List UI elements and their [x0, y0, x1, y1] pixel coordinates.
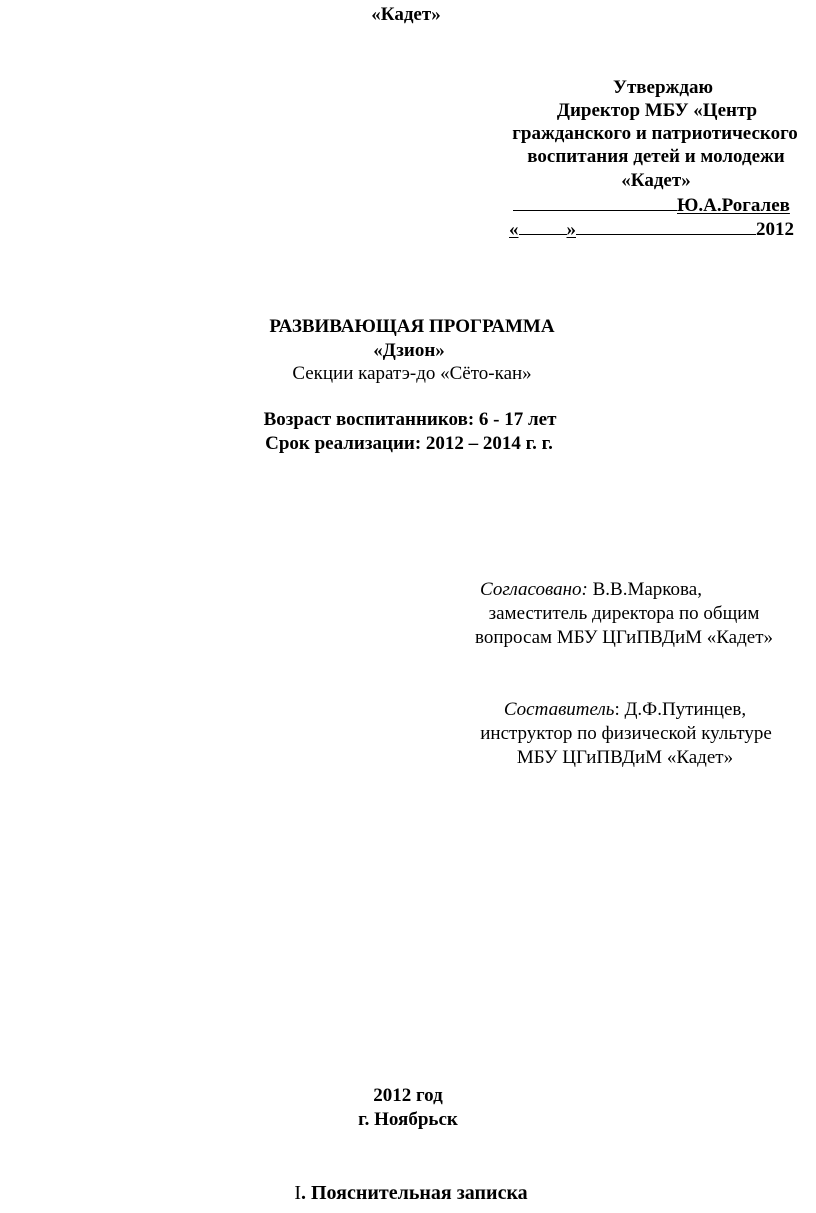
agreed-line-2: заместитель директора по общим — [488, 603, 760, 624]
program-term: Срок реализации: 2012 – 2014 г. г. — [265, 433, 553, 454]
author-line-3: МБУ ЦГиПВДиМ «Кадет» — [516, 747, 734, 768]
next-section-heading — [294, 1182, 527, 1204]
date-year: 2012 — [756, 219, 794, 240]
program-section: Секции каратэ-до «Сёто-кан» — [292, 363, 532, 384]
approval-line-4: «Кадет» — [621, 170, 691, 191]
approval-title: Утверждаю — [613, 77, 713, 98]
program-age: Возраст воспитанников: 6 - 17 лет — [263, 409, 557, 430]
section-title: . Пояснительная записка — [300, 1182, 528, 1204]
signature-blank — [513, 193, 677, 211]
signature-name: Ю.А.Рогалев — [677, 195, 790, 216]
program-title: РАЗВИВАЮЩАЯ ПРОГРАММА — [269, 316, 555, 337]
footer-year: 2012 год — [373, 1085, 443, 1106]
author-line-2: инструктор по физической культуре — [480, 723, 772, 744]
program-name: «Дзион» — [373, 340, 445, 361]
author-line-1 — [504, 699, 746, 721]
date-close-quote: » — [566, 219, 576, 240]
date-month-blank — [576, 217, 756, 235]
approval-line-3: воспитания детей и молодежи — [527, 146, 785, 167]
agreed-line-1 — [480, 579, 702, 601]
agreed-name: В.В.Маркова, — [587, 579, 702, 600]
author-label: Составитель — [503, 699, 615, 720]
footer-city: г. Ноябрьск — [358, 1109, 458, 1130]
agreed-line-3: вопросам МБУ ЦГиПВДиМ «Кадет» — [474, 627, 774, 648]
section-numeral: I — [294, 1182, 301, 1204]
date-open-quote: « — [509, 219, 519, 240]
signature-line — [513, 193, 790, 217]
approval-line-1: Директор МБУ «Центр — [556, 100, 758, 121]
date-line — [509, 217, 794, 241]
author-name: : Д.Ф.Путинцев, — [614, 699, 747, 720]
date-day-blank — [519, 217, 567, 235]
header-org-tail: «Кадет» — [371, 4, 441, 25]
agreed-label: Согласовано: — [480, 579, 588, 600]
approval-line-2: гражданского и патриотического — [512, 123, 798, 144]
